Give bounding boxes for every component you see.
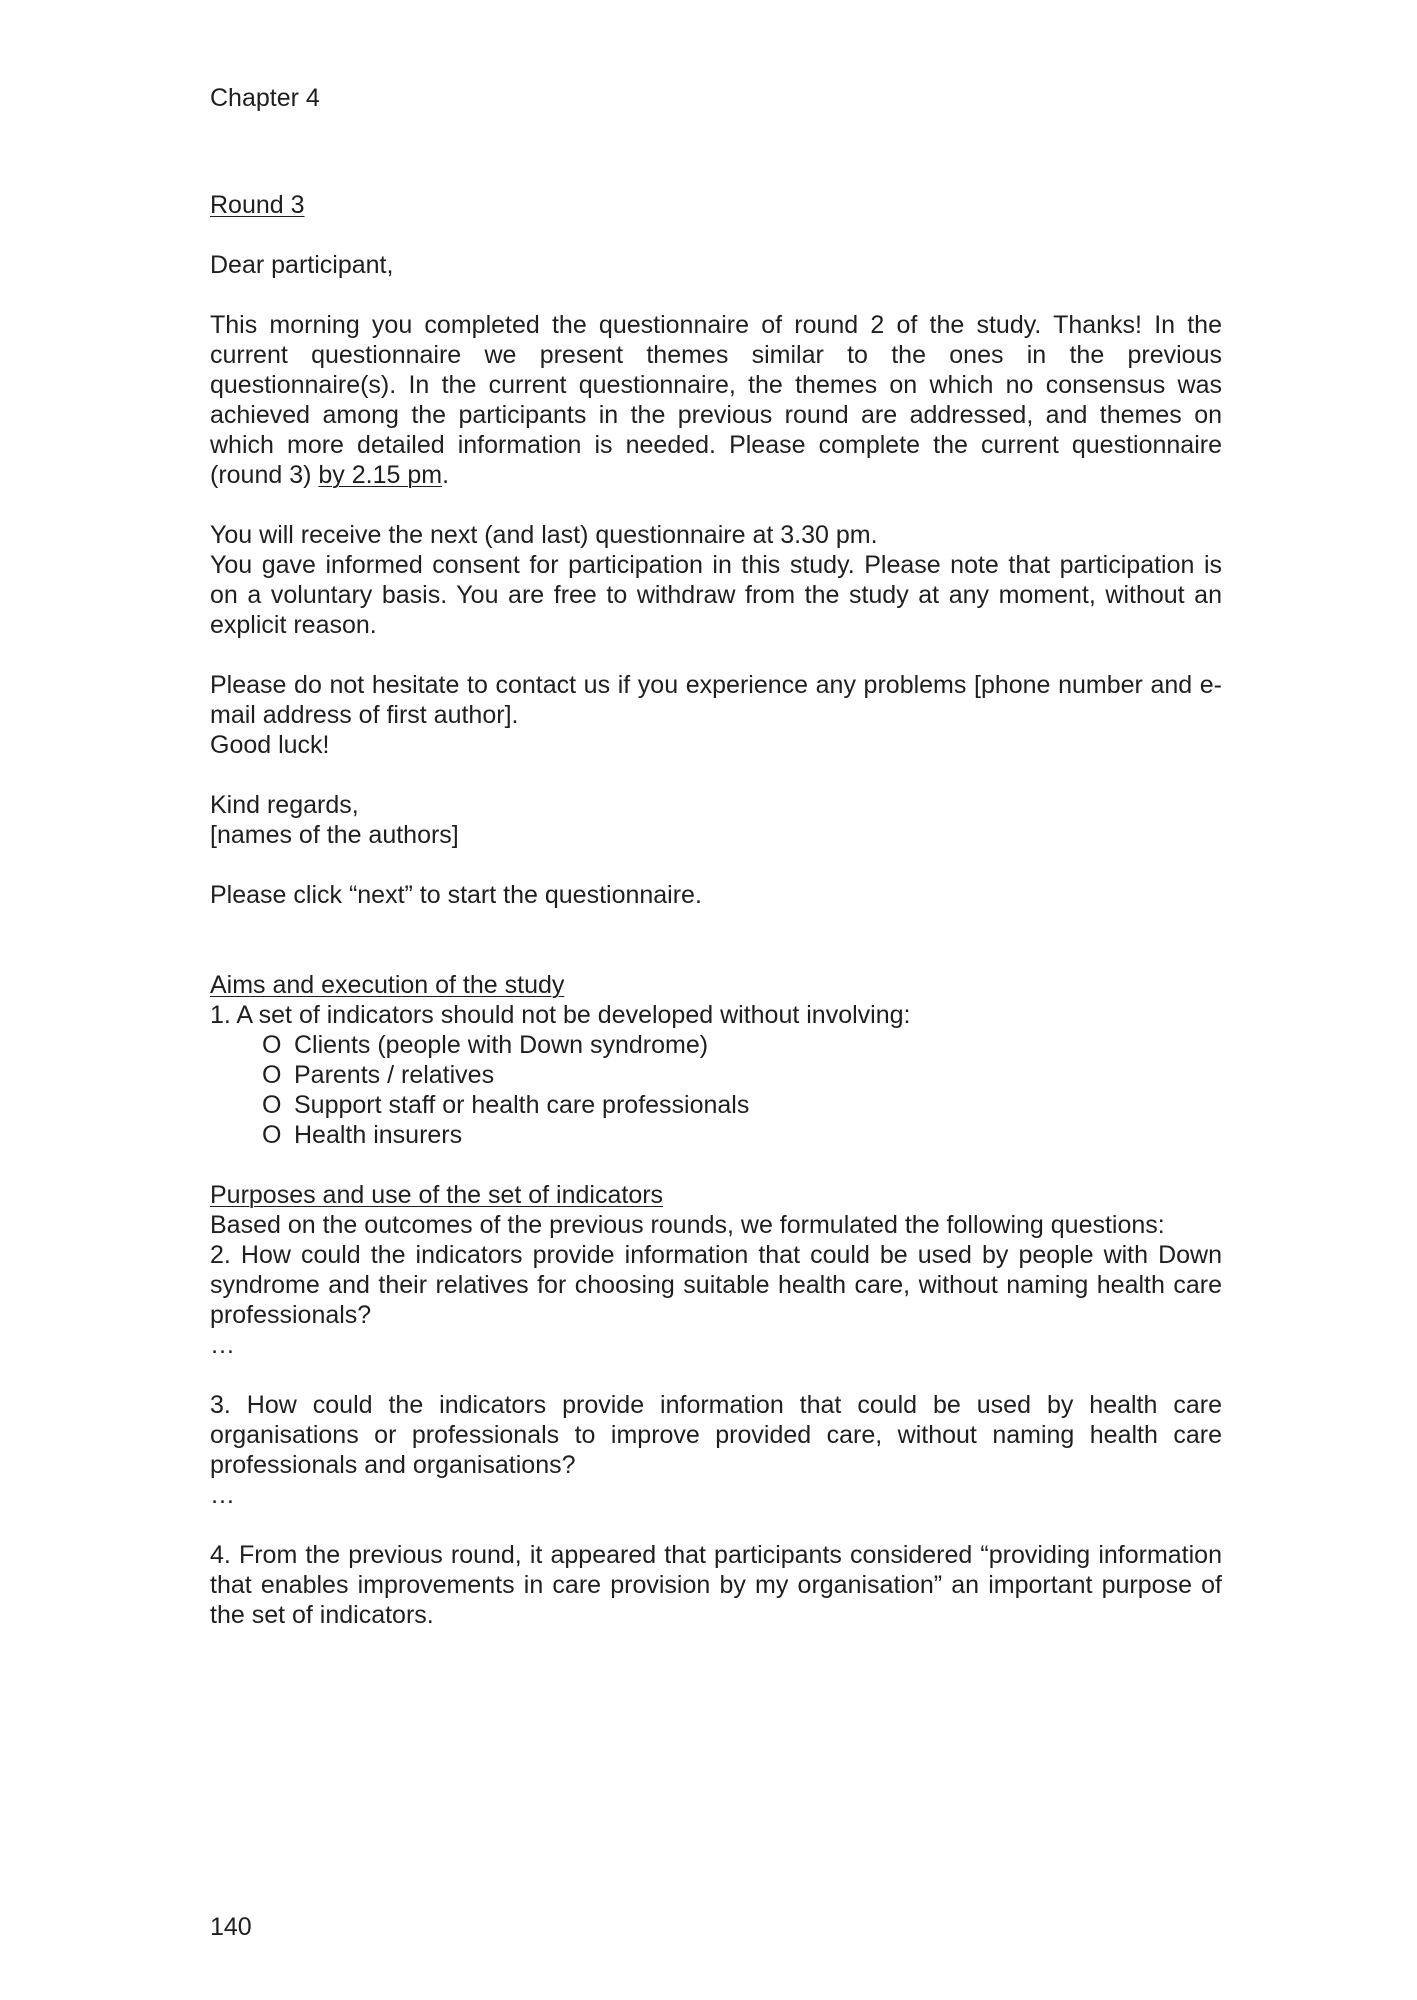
- regards-line: Kind regards,: [210, 791, 359, 819]
- question-3: 3. How could the indicators provide information that could be used by health care organisations or professionals to improve provided care, without naming health care professionals and organisations?: [210, 1391, 1222, 1479]
- page-footer: [210, 1912, 252, 1942]
- next-questionnaire-line: You will receive the next (and last) questionnaire at 3.30 pm.: [210, 521, 878, 549]
- round-title: [210, 190, 1222, 220]
- page-content: [210, 190, 1222, 1630]
- greeting: Dear participant,: [210, 251, 394, 279]
- radio-button-icon[interactable]: O: [262, 1121, 282, 1149]
- question-2-answer: …: [210, 1331, 238, 1359]
- option-label: Health insurers: [294, 1121, 463, 1149]
- running-header: [210, 83, 320, 113]
- deadline-text: by 2.15 pm: [318, 461, 443, 489]
- question-1-options: [210, 1030, 1222, 1150]
- contact-paragraph: Please do not hesitate to contact us if you experience any problems [phone number and e-mail address of first author].: [210, 671, 1222, 729]
- option-label: Parents / relatives: [294, 1061, 495, 1089]
- radio-button-icon[interactable]: O: [262, 1061, 282, 1089]
- option-support-staff[interactable]: [262, 1090, 1222, 1120]
- round-title-text: Round 3: [210, 191, 305, 219]
- option-label: Support staff or health care professionals: [294, 1091, 750, 1119]
- radio-button-icon[interactable]: O: [262, 1091, 282, 1119]
- intro-paragraph-end: .: [442, 461, 450, 489]
- author-names: [names of the authors]: [210, 821, 459, 849]
- option-clients[interactable]: [262, 1030, 1222, 1060]
- option-parents[interactable]: [262, 1060, 1222, 1090]
- intro-paragraph-text: This morning you completed the questionnaire of round 2 of the study. Thanks! In the current questionnaire we present themes similar to the ones in the previous questionnaire(s). In the current questionnaire, the themes on which no consensus was achieved among the participants in the previous round are addressed, and themes on which more detailed information is needed. Please complete the current questionnaire (round 3): [210, 311, 1222, 489]
- option-label: Clients (people with Down syndrome): [294, 1031, 709, 1059]
- question-3-answer: …: [210, 1481, 238, 1509]
- good-luck-line: Good luck!: [210, 731, 330, 759]
- section-aims-title-text: Aims and execution of the study: [210, 971, 565, 999]
- question-1: 1. A set of indicators should not be developed without involving:: [210, 1001, 911, 1029]
- intro-paragraph: [210, 310, 1222, 490]
- section-purposes-title-text: Purposes and use of the set of indicators: [210, 1181, 664, 1209]
- radio-button-icon[interactable]: O: [262, 1031, 282, 1059]
- chapter-label: Chapter 4: [210, 84, 320, 112]
- section-aims-title: [210, 970, 1222, 1000]
- section-purposes-title: [210, 1180, 1222, 1210]
- page-number: 140: [210, 1913, 252, 1941]
- option-health-insurers[interactable]: [262, 1120, 1222, 1150]
- click-next-instruction: Please click “next” to start the questionnaire.: [210, 881, 702, 909]
- section-purposes-intro: Based on the outcomes of the previous rounds, we formulated the following questions:: [210, 1211, 1165, 1239]
- question-2: 2. How could the indicators provide information that could be used by people with Down syndrome and their relatives for choosing suitable health care, without naming health care professionals?: [210, 1241, 1222, 1329]
- consent-paragraph: You gave informed consent for participation in this study. Please note that participation is on a voluntary basis. You are free to withdraw from the study at any moment, without an explicit reason.: [210, 551, 1222, 639]
- question-4: 4. From the previous round, it appeared that participants considered “providing information that enables improvements in care provision by my organisation” an important purpose of the set of indicators.: [210, 1541, 1222, 1629]
